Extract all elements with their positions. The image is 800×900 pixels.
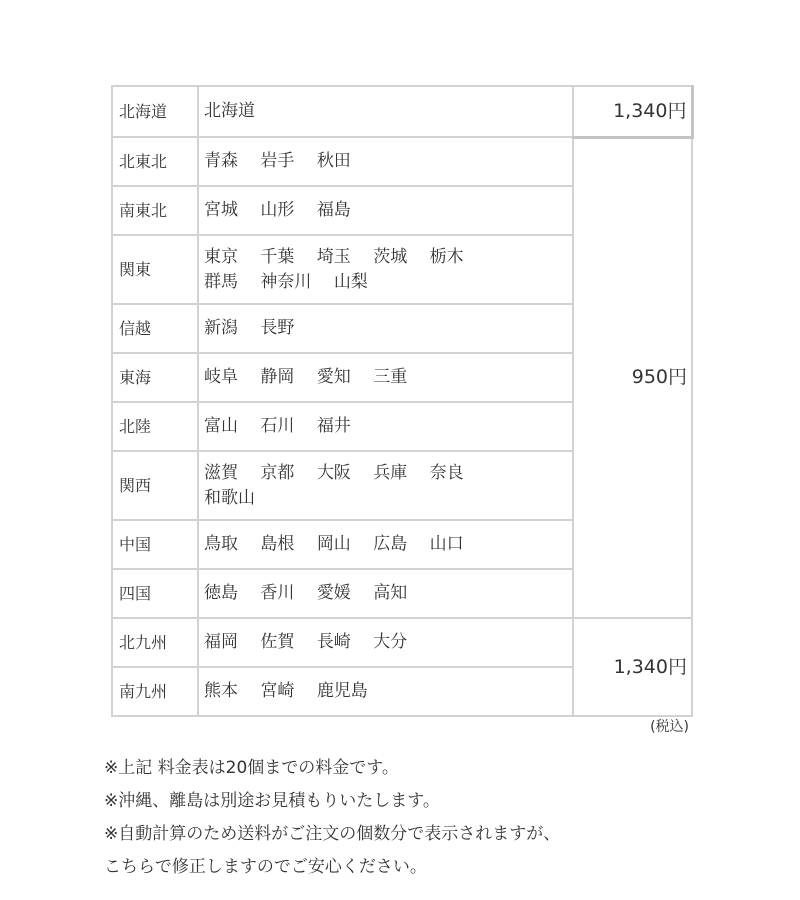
prefecture-line [204,581,566,606]
prefecture: 東京 [204,246,238,267]
prefecture-line [204,679,566,704]
prefecture: 和歌山 [204,487,255,508]
prefecture: 宮城 [204,200,238,220]
prefecture: 神奈川 [260,271,312,292]
region-name: 関東 [112,235,198,304]
prefecture: 京都 [260,462,295,483]
prefecture-line [204,245,566,270]
prefecture-list [198,137,573,186]
note-line: ※自動計算のため送料がご注文の個数分で表示されますが、 [104,824,561,844]
region-name: 南九州 [112,667,198,716]
prefecture-list [198,353,573,402]
prefecture-line [204,630,566,655]
prefecture: 群馬 [204,271,238,292]
prefecture: 兵庫 [373,462,408,483]
notes-block [104,752,560,884]
region-name: 中国 [112,520,198,569]
prefecture-list [198,304,573,353]
prefecture: 滋賀 [204,462,238,483]
prefecture-list [198,186,573,235]
prefecture: 鹿児島 [316,681,368,701]
region-name: 四国 [112,569,198,618]
prefecture: 福島 [316,200,351,220]
prefecture-line [204,532,566,557]
prefecture-line [204,461,566,486]
prefecture-line [204,486,566,511]
prefecture: 山口 [429,534,464,554]
prefecture: 高知 [373,583,408,603]
prefecture: 栃木 [429,246,464,267]
prefecture: 宮崎 [260,681,295,701]
region-name: 北陸 [112,402,198,451]
prefecture-line [204,270,566,295]
table-row [112,618,692,667]
prefecture: 島根 [260,534,295,554]
prefecture: 大分 [373,632,408,652]
prefecture: 愛知 [316,367,351,387]
region-name: 北東北 [112,137,198,186]
prefecture: 熊本 [204,681,238,701]
tax-included-note: (税込) [650,719,689,735]
prefecture-list [198,569,573,618]
prefecture: 静岡 [260,367,295,387]
prefecture: 岩手 [260,151,295,171]
prefecture-line [204,316,566,341]
prefecture-list [198,402,573,451]
prefecture: 佐賀 [260,632,295,652]
prefecture: 鳥取 [204,534,238,554]
price-hokkaido: 1,340円 [573,86,692,137]
prefecture-line [204,198,566,223]
note-line: ※沖縄、離島は別途お見積もりいたします。 [104,791,440,811]
prefecture-line [204,99,566,124]
prefecture: 長崎 [316,632,351,652]
prefecture: 新潟 [204,318,238,338]
price-kyushu: 1,340円 [573,618,692,716]
region-name: 南東北 [112,186,198,235]
prefecture-list [198,667,573,716]
prefecture: 広島 [373,534,408,554]
prefecture-line [204,414,566,439]
prefecture: 愛媛 [316,583,351,603]
prefecture: 福岡 [204,632,238,652]
note-line: こちらで修正しますのでご安心ください。 [104,857,427,877]
prefecture: 千葉 [260,246,295,267]
prefecture-list [198,451,573,520]
prefecture: 山形 [260,200,295,220]
prefecture: 富山 [204,416,238,436]
prefecture: 岐阜 [204,367,238,387]
prefecture: 岡山 [316,534,351,554]
note-line: ※上記 料金表は20個までの料金です。 [104,758,399,778]
region-name: 信越 [112,304,198,353]
prefecture: 三重 [373,367,408,387]
table-row [112,137,692,186]
prefecture: 秋田 [316,151,351,171]
region-name: 関西 [112,451,198,520]
shipping-rate-table [111,85,694,717]
prefecture: 奈良 [429,462,464,483]
prefecture: 福井 [316,416,351,436]
prefecture-list [198,235,573,304]
prefecture: 大阪 [316,462,351,483]
region-name: 北九州 [112,618,198,667]
prefecture: 長野 [260,318,295,338]
prefecture: 徳島 [204,583,238,603]
prefecture: 石川 [260,416,295,436]
prefecture-line [204,365,566,390]
prefecture: 青森 [204,151,238,171]
table-row [112,86,692,137]
prefecture-list [198,520,573,569]
prefecture: 山梨 [333,271,368,292]
prefecture: 北海道 [204,101,255,121]
prefecture-list [198,86,573,137]
prefecture-line [204,149,566,174]
prefecture: 埼玉 [316,246,351,267]
prefecture: 茨城 [373,246,408,267]
region-name: 北海道 [112,86,198,137]
price-main: 950円 [573,137,692,618]
prefecture-list [198,618,573,667]
region-name: 東海 [112,353,198,402]
prefecture: 香川 [260,583,295,603]
